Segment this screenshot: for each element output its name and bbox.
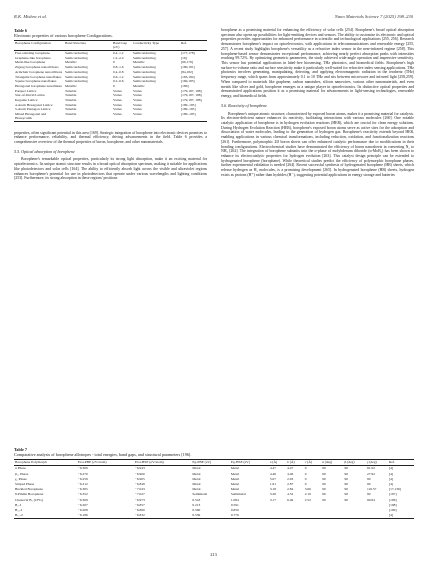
table6-cell: Varies [113, 102, 122, 107]
table7-cell: 0.543 [192, 497, 201, 502]
table7-cell: −6.309 [77, 497, 88, 502]
table6-cell: Tunable [65, 112, 77, 117]
table6-cell: Mixed Hexagonal and Honeycomb [15, 112, 47, 121]
table7-cell: 0 [304, 482, 307, 487]
table6-cell: Semiconducting [65, 51, 88, 56]
table6-cell: Metallic [133, 83, 145, 88]
table7-cell: χ₃ Phase [15, 476, 27, 481]
table7-cell [304, 513, 321, 519]
table7-cell: [197] [388, 492, 397, 497]
table7-cell: 2.19 [304, 492, 311, 497]
table7-cell: Metal [230, 487, 240, 492]
table7-header-cell: γ (deg) [366, 460, 377, 465]
running-header-authors: R.K. Mishra et al. [14, 14, 47, 19]
table7-cell: 3.06 [304, 487, 311, 492]
table7-row [14, 513, 414, 519]
table7-cell: 6.49 [287, 497, 294, 502]
table7-cell: 90 [322, 497, 326, 502]
paragraph: Borophene's remarkable optical properties, particularly its strong light absorption, make it an exciting material for optoelectronics. Its unique atomic structure results in a broad optical absorption spectrum, making it suitable for applications like photodetectors and solar cells [164]. The ability to efficiently absorb light across the visible and ultraviolet regions enhances borophene's potential for use in photodetectors that operate under various wavelengths and lighting conditions [253]. Furthermore, its strong absorption in these regions' positions [14, 157, 207, 181]
table7-cell: −6.973 [134, 497, 145, 502]
table7-cell: 4.46 [269, 471, 276, 476]
page-number: 213 [210, 552, 217, 557]
paragraph: properties, often significant potential in this area [169]. Strategic integration of borophene into electronic devices promises to enhance performance, reliability, and thermal efficiency, driving advancements in the field. Table 6 provides a comprehensive overview of the thermal properties of boron, borophene, and other nanomaterials. [14, 130, 207, 144]
table7-cell: 0.776 [230, 513, 239, 518]
table7-block [14, 447, 414, 519]
table7-cell: −6.849 [134, 482, 145, 487]
table6-header-cell: Band Structure [65, 41, 87, 46]
table7-cell: 0 [304, 471, 307, 476]
table6-cell: Semiconducting [133, 65, 156, 70]
table6-cell: Metallic [133, 60, 145, 65]
table6-cell: [183,184] [181, 74, 195, 79]
table6-header-cell: Borophene Configuration [15, 41, 51, 46]
table7-header-cell: Ref. [388, 460, 395, 465]
table6-cell: Semiconducting [65, 79, 88, 84]
table7-cell: 90 [322, 471, 326, 476]
table7-header-cell: Eg-HSE (eV) [230, 460, 250, 465]
table6-cell: Armchair borophene nanoribbons [15, 69, 63, 74]
table6-cell: Semiconducting [133, 79, 156, 84]
table7-cell: B₁₈-I [15, 507, 23, 512]
table7-cell: −7.043 [134, 487, 145, 492]
table6-cell: Hexagonal borophene nanoflakes [15, 83, 62, 88]
table6-cell: Semiconducting [65, 65, 88, 70]
table6-cell: Zigzag borophene nanoribbons [15, 65, 59, 70]
table7-cell: [4] [388, 482, 393, 487]
table6-cell: 0 [113, 60, 115, 65]
table7-cell: 0 [304, 476, 307, 481]
table7-cell: Buckled Borophene [15, 487, 43, 492]
table6-cell: Varies [113, 107, 122, 112]
table6-cell: Varies [113, 97, 122, 102]
table7-cell: 90 [322, 476, 326, 481]
table7-cell: 90 [344, 497, 349, 502]
table6-cell: Kagome Lattice [15, 97, 38, 102]
table7-cell: Metal [192, 471, 201, 476]
table6-cell: Free-standing borophene [15, 51, 50, 56]
right-column [221, 28, 414, 178]
paragraph: borophene as a promising material for enhancing the efficiency of solar cells [254]. Borophene's broad optical absorption spectrum also opens up possibilities for light-emitting devices and sensors. The ability to customise its electronic and optical properties provides opportunities for enhanced performance in scientific and technological applications [255, 256]. Research demonstrates borophene's impact on optoelectronics, with applications in telecommunications and renewable energy [255, 257]. A recent study highlights borophene's versatility as a refractive index sensor in the near-infrared regime [258]. This borophene-based sensor demonstrates exceptional performance, achieving nearly perfect absorption peaks with intensities reaching 99.72%. By optimizing geometric parameters, the study achieved wide-angle operation and impressive sensitivity. This sensor has potential applications in label-free biosensing, THz photonics, and biomedical fields. Borophene's high surface-to-volume ratio and surface sensitivity make it particularly well-suited for refractive index sensing applications. THz photonics involves generating, manipulating, detecting, and applying electromagnetic radiation in the terahertz (THz) frequency range, which spans from approximately 0.1 to 10 THz and sits between microwave and infrared light [258,259]. When compared to materials like graphene, carbon nanotubes, silicon nanowires, various other nanomaterials, and even metals like silver and gold, borophene emerges as a unique player in optoelectronics. Its distinctive optical properties and demonstrated applications position it as a promising material for advancements in light-sensing technologies, renewable energy, and biomedical fields. [221, 28, 414, 99]
table6-cell: 5-Atom Pentagon Lattice [15, 107, 51, 112]
table7-cell: 0.539 [192, 513, 201, 518]
table7-cell [366, 513, 388, 519]
table7-cell: 90 [366, 476, 371, 481]
table6-cell: Semiconducting [133, 69, 156, 74]
table6-cell: Semiconducting [65, 74, 88, 79]
table6-caption: Electronic properties of various borophene Configurations. [14, 33, 113, 38]
table7-header-cell: Etot-HSE (eV/atom) [134, 460, 164, 465]
table7-header-cell: Eg-PBE (eV) [192, 460, 212, 465]
table7-header-cell: α (deg) [322, 460, 333, 465]
table7-cell: Striped Phase [15, 482, 35, 487]
table7-cell: 5.07 [269, 476, 276, 481]
table7-cell: −6.186 [77, 513, 88, 518]
table7-cell: 90 [344, 492, 349, 497]
table6-cell: [189–195] [181, 102, 196, 107]
table7-cell: 90 [322, 492, 326, 497]
table6-cell: [186] [181, 83, 189, 88]
table6-cell: Semiconducting [133, 74, 156, 79]
table6-cell: Varies [133, 97, 142, 102]
table7-cell: [4] [388, 476, 393, 481]
left-column [14, 28, 207, 181]
table7-cell: 0.591 [230, 502, 239, 507]
table6-cell: 1.2–2.4 [113, 55, 124, 60]
table7-header-cell: Etot-PBE (eV/atom) [77, 460, 107, 465]
table7-label: Table 7 [14, 447, 27, 452]
table7-cell: −6.943 [134, 466, 145, 471]
table6-cell: Semiconducting [133, 51, 156, 56]
table6-header-row [14, 41, 207, 51]
table6-cell: Varies [133, 112, 142, 117]
table7-cell: [199] [388, 507, 397, 512]
table7-cell [286, 513, 304, 519]
table7-cell: Chenevix B₂ (CFG) [15, 497, 43, 502]
table7-cell: 90 [366, 492, 371, 497]
table7-cell: B₁₂-2 [15, 513, 23, 518]
table7-cell: [17,136] [388, 487, 401, 492]
running-header [14, 12, 413, 22]
table7-cell: 90 [344, 482, 349, 487]
table7-cell: 1.61 [269, 482, 276, 487]
table7-cell: 90 [344, 466, 349, 471]
table6-cell: [189–195] [181, 107, 196, 112]
table7-cell: 0.213 [192, 502, 201, 507]
table6-label: Table 6 [14, 28, 27, 33]
table7-caption: Comparative analysis of borophene allotropes - total energies, band gaps, and structural parameters [196]. [14, 452, 192, 457]
table6-cell: Metal-like borophene [15, 60, 46, 65]
table7-cell: 3.18 [269, 487, 276, 492]
table6-cell: Tunable [65, 102, 77, 107]
table7-cell: 0.560 [192, 507, 201, 512]
table6-cell: Semiconducting [65, 55, 88, 60]
table7-cell: [4] [388, 513, 393, 518]
table6-header-cell: Conductivity Type [133, 41, 160, 46]
section-heading: 5.6. Reactivity of borophene [221, 102, 268, 108]
table6-cell: Semiconducting [65, 69, 88, 74]
table6-cell: [90,179] [181, 60, 193, 65]
table7-cell: 81.92 [366, 466, 375, 471]
table7-cell: Metal [192, 487, 201, 492]
table7-cell: 90 [322, 466, 326, 471]
table7-cell: 2.87 [287, 482, 294, 487]
table6-row [14, 112, 207, 121]
table6-cell: Varies [133, 93, 142, 98]
table6-cell: Varies [113, 112, 122, 117]
table6-header-cell: Ref. [181, 41, 187, 46]
table7-cell: [4] [388, 471, 393, 476]
table7-cell: 0.850 [230, 507, 239, 512]
table6-cell: Metallic [65, 60, 77, 65]
table6-cell: 0.8–1.6 [113, 65, 124, 70]
table6-cell: Tunable [65, 93, 77, 98]
table7-cell: −7.027 [134, 492, 145, 497]
table6-cell: [177,178] [181, 51, 195, 56]
table7-cell [344, 513, 366, 519]
table6-cell: Triangular borophene nanoflakes [15, 74, 62, 79]
table7-cell: 90 [344, 476, 349, 481]
table7-cell: β₁₂ Phase [15, 471, 29, 476]
table6-cell: Semiconducting [133, 55, 156, 60]
table7-cell: 4.46 [287, 471, 294, 476]
table6-cell: [179,187, 188] [181, 88, 202, 93]
table7-cell: 8-Pmmn Borophene [15, 492, 44, 497]
table6-cell: [180,181] [181, 65, 195, 70]
table7-cell: [4] [388, 466, 393, 471]
table7-cell: Metal [192, 482, 201, 487]
table6-cell: 0 [113, 83, 115, 88]
table6-cell: Varies [133, 102, 142, 107]
section-heading: 5.5. Optical absorption of borophene [14, 148, 75, 154]
table7-cell: −6.860 [134, 507, 145, 512]
table7-cell: Metal [230, 482, 240, 487]
table7-cell: −6.306 [77, 466, 88, 471]
table6-cell: Tunable [65, 97, 77, 102]
table7-cell: −6.212 [77, 482, 88, 487]
table7-cell: 27.92 [366, 471, 375, 476]
table7-cell: 2.84 [287, 487, 294, 492]
table7-cell: −6.352 [77, 492, 88, 497]
table7-header-cell: c (Å) [304, 460, 313, 465]
table6-cell: 0.6–1.2 [113, 74, 124, 79]
table7-cell: Metal [230, 471, 240, 476]
running-header-journal: Nano Materials Science 7 (2025) 198–230 [334, 14, 413, 19]
paragraph: Borophene's unique atomic structure, characterized by exposed boron atoms, makes it a promising material for catalysis. Its electron-deficient nature enhances its reactivity, facilitating interactions with various molecules [260]. One notable catalytic application of borophene is in hydrogen evolution reactions (HER), which are crucial for clean energy solutions. During Hydrogen Evolution Reaction (HER), borophene's exposed boron atoms serve as active sites for the adsorption and dissociation of water molecules, leading to the generation of hydrogen gas. Borophene's reactivity extends beyond HER, enabling applications in various chemical transformations, including reduction, oxidation, and functionalization reactions [261]. Furthermore, polymorphic 2D boron sheets can offer enhanced catalytic performance due to modifications in their bonding configurations. Electrochemical studies have demonstrated the efficiency of boron nanosheets in converting N₂ to NH₃ [262]. The integration of borophene subunits into the α-phase of molybdenum diboride (α-MoB₂) has been shown to enhance its electrocatalytic properties for hydrogen evolution [263]. This catalyst design principle can be extended to hydrogenated borophene (borophane). While theoretical studies predict the efficiency of polymorphic borophane phases, further experimental validation is needed [264]. Recent successful synthesis of hydrogenated borophene (HB) sheets, which release hydrogen as H₂ molecules, is a promising development [265]. In hydrogenated borophene (HB) sheets, hydrogen exists as protons (H⁺) rather than hydrides (H⁻), suggesting potential applications in energy storage and batteries [221, 111, 414, 177]
table7-cell: Metal [230, 466, 240, 471]
table7-header-cell: Borophene Polymorph [15, 460, 47, 465]
table7-cell: 90.84 [366, 497, 375, 502]
table6-cell: Tunable [65, 88, 77, 93]
table6-cell: [169,185] [181, 79, 195, 84]
table6-cell: [16] [181, 55, 187, 60]
table7-cell: 1.084 [230, 497, 239, 502]
table7-cell: 90 [366, 482, 371, 487]
table6-cell: 0.4–1.2 [113, 51, 124, 56]
table7-cell: 2.52 [304, 497, 311, 502]
table7-cell: −6.208 [77, 507, 88, 512]
table7-cell: α Phase [15, 466, 26, 471]
table7-cell: 4.52 [287, 492, 294, 497]
table7-header-cell: b (Å) [287, 460, 295, 465]
table7-cell: 4.47 [269, 466, 276, 471]
table7-cell: 3.17 [269, 497, 276, 502]
table6-cell: Square borophene nanoflakes [15, 79, 57, 84]
table6-cell: [179,187, 188] [181, 97, 202, 102]
table7-cell: 90 [344, 487, 349, 492]
table7-cell: −6.832 [134, 513, 145, 518]
table7-cell: 90 [344, 471, 349, 476]
table6-cell: Metallic [65, 83, 77, 88]
table6-cell: Varies [113, 93, 122, 98]
table7-cell: Semimetal [230, 492, 246, 497]
table6-cell: 0.2–0.6 [113, 79, 124, 84]
table7-cell: 2.93 [287, 476, 294, 481]
table7-cell: Metal [192, 476, 201, 481]
table7-cell: [198] [388, 502, 397, 507]
table6-cell: Graphene-like borophene [15, 55, 51, 60]
table6-cell: Star-of-David Lattice [15, 93, 45, 98]
table7-header-cell: a (Å) [269, 460, 278, 465]
table6-cell: [84,182] [181, 69, 193, 74]
table6-cell: 0.4–0.8 [113, 69, 124, 74]
table7-cell [269, 513, 286, 519]
table7-cell: Metal [192, 466, 201, 471]
table6-cell: 4-Atom Hexagonal Lattice [15, 102, 53, 107]
table7-cell: [196] [388, 497, 397, 502]
table6-cell: Varies [133, 107, 142, 112]
table7-cell: −6.905 [134, 476, 145, 481]
table6-header-cell: Band Gap (eV) [113, 41, 128, 50]
table7-cell: 3.26 [269, 492, 276, 497]
table7-header-cell: β (deg) [344, 460, 355, 465]
table7-cell: 0 [304, 466, 307, 471]
table7-cell: −6.259 [77, 476, 88, 481]
table7-cell: −6.207 [77, 502, 88, 507]
table6-cell: [189–195] [181, 112, 196, 117]
table7-cell: B₂-I [15, 502, 21, 507]
table7-cell: Semimetal [192, 492, 208, 497]
table7-cell: 90 [322, 487, 326, 492]
table7-cell: −6.857 [134, 502, 145, 507]
table7-cell: −6.365 [77, 487, 88, 492]
table6-cell: Varies [113, 88, 122, 93]
table6-cell: Varies [133, 88, 142, 93]
table6-cell: [179,187, 188] [181, 93, 202, 98]
table7-cell [321, 513, 343, 519]
table6 [14, 40, 207, 122]
table7-cell: −6.270 [77, 471, 88, 476]
table7-cell: −6.900 [134, 471, 145, 476]
table7 [14, 459, 414, 519]
table6-cell: Tunable [65, 107, 77, 112]
table7-cell: Metal [230, 476, 240, 481]
table7-cell: 116.57 [366, 487, 377, 492]
table7-cell: 4.47 [287, 466, 294, 471]
table6-cell: Parquet Lattice [15, 88, 37, 93]
table7-cell: 90 [322, 482, 326, 487]
